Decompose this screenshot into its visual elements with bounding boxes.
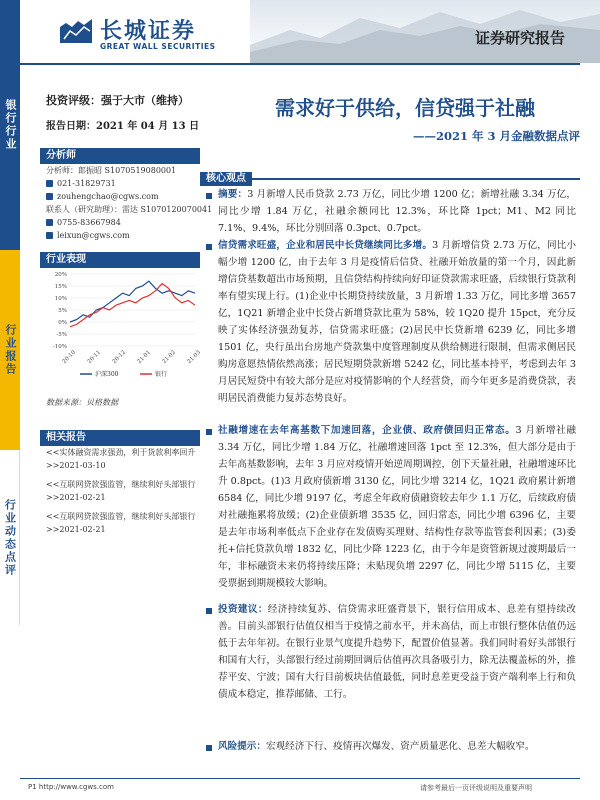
phone-icon — [46, 180, 53, 187]
paragraph-text: 宏观经济下行、疫情再次爆发、资产质量恶化、息差大幅收窄。 — [265, 741, 535, 752]
analyst-info — [46, 164, 213, 242]
report-subtitle: ——2021 年 3 月金融数据点评 — [412, 129, 580, 143]
brand-name-cn: 长城证券 — [100, 19, 197, 44]
legend-label: 沪深300 — [95, 371, 119, 378]
legend-label: 银行 — [155, 371, 168, 378]
x-tick-label: 21-02 — [161, 349, 178, 366]
investment-rating: 投资评级：强于大市（维持） — [46, 94, 189, 107]
report-header — [0, 0, 600, 65]
analyst-line[interactable]: zouhengchao@cgws.com — [57, 192, 159, 201]
risk-warning-paragraph — [218, 738, 576, 755]
report-title: 需求好于供给，信贷强于社融 — [275, 96, 535, 120]
bullet-icon — [206, 745, 212, 751]
related-report-item[interactable]: <<实体融资需求强劲，利于货款利率回升>>2021-03-10 — [46, 448, 196, 470]
y-tick-label: 0% — [58, 320, 67, 326]
paragraph-text: 3 月新增信贷 2.73 万亿，同比小幅少增 1200 亿，由于去年 3 月是疫情后信贷、社融开始放量的第一个月，因此新增信贷基数超出市场预期，且信贷结构持续向好印证贷款需求旺盛，后续银行贷款利率有望实现上行。(1)企业中长期贷持续放量，3 月新增 1.33 万亿，同比多增 3657 亿，1Q21 新增企业中长贷占新增贷款比重为 58%，较 1Q20 提升 15pct，充分反映了实体经济强劲复苏，信贷需求旺盛；(2)居民中长贷新增 6239 亿，同比多增 1501 亿，央行虽出台房地产贷款集中度管理制度从供给侧进行限制，但需求侧居民购房意愿热情依然高涨；居民短期贷款新增 5242 亿，同比基本持平，考虑到去年 3 月居民短贷中有较大部分是应对疫情影响的个人经营贷，而今年更多是消费贷款，表明居民消费能力复苏态势良好。 — [218, 240, 576, 404]
y-tick-label: 15% — [54, 284, 67, 290]
chart-box-title: 行业表现 — [40, 252, 200, 268]
contact-email-row — [46, 229, 206, 242]
x-tick-label: 20-12 — [111, 349, 128, 366]
y-tick-label: -5% — [56, 332, 67, 338]
paragraph-lead: 摘要： — [218, 189, 248, 200]
report-type-label: 证券研究报告 — [475, 29, 566, 47]
email-icon — [46, 193, 53, 200]
industry-performance-chart — [40, 268, 203, 383]
chart-source: 数据来源：贝格数据 — [46, 398, 118, 407]
analyst-phone-row — [46, 177, 206, 190]
phone-icon — [46, 219, 53, 226]
y-tick-label: 5% — [58, 308, 67, 314]
email-icon — [46, 232, 53, 239]
analyst-name-row — [46, 164, 206, 177]
x-tick-label: 20-11 — [86, 349, 103, 366]
analyst-line[interactable]: leixun@cgws.com — [57, 231, 130, 240]
paragraph-text: 3 月新增社融 3.34 万亿，同比少增 1.84 万亿，社融增速回落 1pct 至 12.3%，但大部分是由于去年高基数影响，去年 3 月应对疫情开始逆周期调控，创下天量社融，社融增速环比升 0.8pct。(1)3 月政府债新增 3130 亿，同比少增 3214 亿，1Q21 政府累计新增 6584 亿，同比少增 9197 亿，考虑全年政府债融资较去年少 1.1 万亿，后续政府债对社融拖累将放缓；(2)企业债新增 3535 亿，回归常态，同比少增 6396 亿，主要是去年市场利率低点下企业存在发债购买理财、结构性存款等监管套利因素；(3)委托+信托贷款负增 1832 亿，同比少降 1223 亿，由于今年是资管新规过渡期最后一年，非标融资未来仍将持续压降；未贴现负增 2297 亿，同比少增 5115 亿，主要受票据到期规模较大影响。 — [218, 425, 577, 589]
footer-divider — [20, 778, 580, 779]
analyst-box-title: 分析师 — [40, 148, 200, 164]
x-tick-label: 21-01 — [136, 349, 153, 366]
core-views-section-header — [200, 166, 580, 184]
summary-paragraph — [218, 186, 576, 237]
report-date: 报告日期：2021 年 04 月 13 日 — [46, 121, 200, 132]
footer-disclaimer: 请参考最后一页评级说明及重要声明 — [420, 784, 532, 792]
sidebar-type-block — [0, 450, 20, 625]
analyst-line: 联系人（研究助理）：雷达 S1070120070041 — [46, 205, 213, 214]
sidebar-type-label: 行业动态点评 — [3, 498, 17, 577]
y-tick-label: 10% — [54, 296, 67, 302]
bullet-icon — [206, 244, 212, 250]
related-report-item[interactable]: <<互联网贷款强监管，继续利好头部银行>>2021-02-21 — [46, 480, 196, 502]
header-divider — [20, 63, 580, 65]
analyst-line: 021-31829731 — [57, 179, 116, 188]
x-tick-label: 21-03 — [186, 349, 203, 366]
section-title: 核心观点 — [200, 172, 252, 186]
related-reports-list — [46, 446, 201, 536]
bullet-icon — [206, 608, 212, 614]
y-tick-label: -10% — [52, 344, 67, 350]
contact-name-row — [46, 203, 213, 216]
sidebar-report-label: 行业报告 — [4, 324, 17, 376]
related-box-title: 相关报告 — [40, 430, 200, 446]
paragraph-lead: 风险提示： — [218, 741, 266, 752]
paragraph-lead: 信贷需求旺盛，企业和居民中长贷继续同比多增。 — [218, 240, 433, 251]
related-report-item[interactable]: <<互联网贷款强监管，继续利好头部银行>>2021-02-21 — [46, 512, 196, 534]
analyst-line: 0755-83667984 — [57, 218, 121, 227]
left-sidebar — [0, 0, 20, 800]
contact-phone-row — [46, 216, 206, 229]
sidebar-report-block — [0, 250, 20, 450]
sidebar-industry-label: 银行行业 — [4, 99, 17, 151]
investment-advice-paragraph — [218, 601, 576, 703]
great-wall-logo-icon — [58, 17, 94, 47]
footer-website[interactable]: P1 http://www.cgws.com — [28, 783, 114, 791]
paragraph-lead: 社融增速在去年高基数下加速回落，企业债、政府债回归正常态。 — [218, 425, 516, 436]
paragraph-text: 经济持续复苏、信贷需求旺盛背景下，银行信用成本、息差有望持续改善。目前头部银行估值仅相当于疫情之前水平，并未高估，而上市银行整体估值仍远低于去年年初。在银行业景气度提升趋势下，配置价值显著。我们同时看好头部银行和国有大行，头部银行经过前期回调后估值再次具备吸引力，除无法覆盖标的外，推荐平安、宁波；国有大行目前板块估值最低，同时息差更受益于资产端利率上行和负债成本稳定，推荐邮储、工行。 — [218, 604, 577, 700]
brand-name-en: GREAT WALL SECURITIES — [100, 42, 216, 51]
paragraph-lead: 投资建议： — [218, 604, 268, 615]
x-tick-label: 20-10 — [61, 349, 78, 366]
bullet-icon — [206, 429, 212, 435]
credit-demand-paragraph — [218, 237, 576, 407]
sidebar-industry-block — [0, 0, 20, 250]
social-financing-paragraph — [218, 422, 576, 592]
paragraph-text: 3 月新增人民币贷款 2.73 万亿，同比少增 1200 亿；新增社融 3.34 万亿，同比少增 1.84 万亿，社融余额同比 12.3%，环比降 1pct；M1、M2 同比 7.1%、9.4%，环比分别回落 0.3pct、0.7pct。 — [218, 189, 577, 234]
analyst-email-row — [46, 190, 206, 203]
bullet-icon — [206, 193, 212, 199]
analyst-line: 分析师：郎振昭 S1070519080001 — [46, 166, 177, 175]
series-line-bank — [70, 284, 195, 327]
y-tick-label: 20% — [54, 272, 67, 278]
